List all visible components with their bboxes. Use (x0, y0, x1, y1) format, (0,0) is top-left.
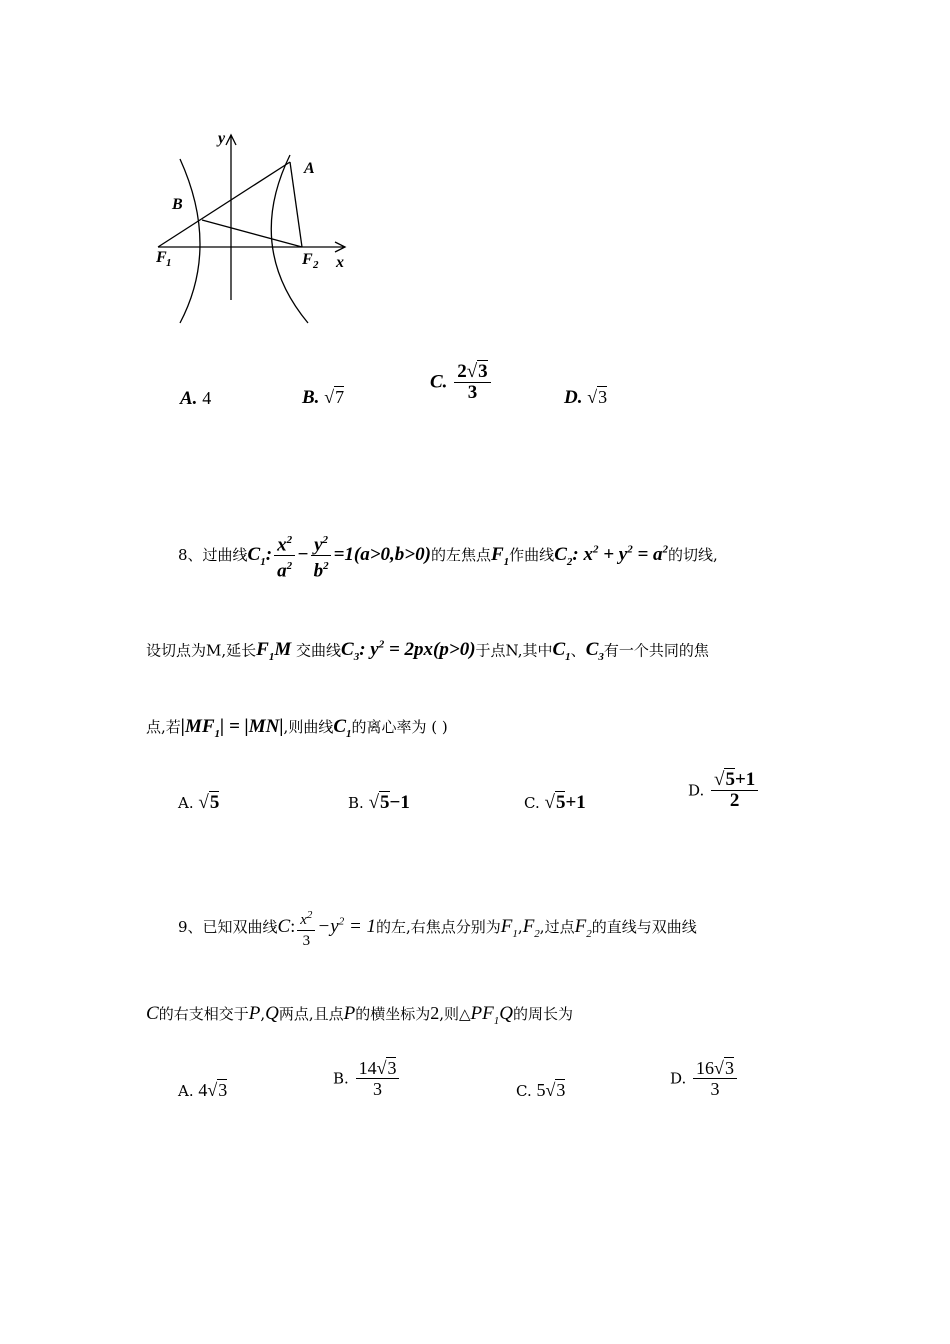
q9-option-d[interactable]: D. $\frac{16√3}{3}$ (670, 1058, 739, 1099)
q7-option-c[interactable]: C. $\frac{2√3}{3}$ (430, 362, 493, 403)
q9-line-2: C的右支相交于P,Q两点,且点P的横坐标为2,则$\triangle PF_1Q$的周长为 (146, 1003, 574, 1027)
q9-option-c[interactable]: C. 5√3 (516, 1080, 566, 1100)
hyperbola-figure (150, 125, 360, 330)
q7-option-a[interactable]: A. 4 (180, 388, 212, 409)
q8-line-2: 设切点为M,延长$F_1M$ 交曲线$C_3$: $y^2 = 2px(p>0)$于点N,其中$C_1$、$C_3$有一个共同的焦 (146, 639, 709, 664)
right-branch (271, 155, 308, 323)
line-B-F2 (202, 220, 302, 247)
label-F2: F (302, 251, 313, 268)
label-x: x (336, 254, 344, 271)
left-branch (180, 159, 200, 323)
q7-option-b[interactable]: B. √7 (302, 387, 345, 408)
q8-option-c[interactable]: C. √5+1 (524, 792, 586, 813)
q8-option-a[interactable]: A. √5 (178, 792, 220, 813)
q7-option-d[interactable]: D. √3 (564, 387, 608, 408)
q8-line-3: 点,若$|MF_1| = |MN|$,则曲线$C_1$的离心率为 ( ) (146, 716, 448, 740)
label-B: B (172, 196, 183, 213)
q9-line-1: 9、已知双曲线C: $\frac{x^2}{3}$ $-y^2 = 1$的左,右焦点分别为$F_1,F_2$,过点$F_2$的直线与双曲线 (178, 905, 697, 951)
q8-option-d[interactable]: D. $\frac{√5+1}{2}$ (688, 770, 760, 811)
label-y: y (218, 130, 226, 147)
q8-option-b[interactable]: B. √5−1 (348, 792, 410, 813)
line-A-F2 (290, 162, 302, 247)
q8-line-1: 8、过曲线$C_1$: $\frac{x^2}{a^2}$ − $\frac{y^2}{b^2}$ =1(a>0,b>0)的左焦点$F_1$作曲线$C_2$: $x^2 + y^2 = a^2$的切线, (178, 530, 718, 582)
q9-option-a[interactable]: A. 4√3 (178, 1080, 228, 1100)
label-F1-sub: 1 (166, 257, 172, 269)
label-A: A (304, 160, 315, 177)
label-F2-sub: 2 (313, 259, 319, 271)
q9-option-b[interactable]: B. $\frac{14√3}{3}$ (333, 1058, 401, 1099)
label-F1: F (156, 249, 167, 266)
